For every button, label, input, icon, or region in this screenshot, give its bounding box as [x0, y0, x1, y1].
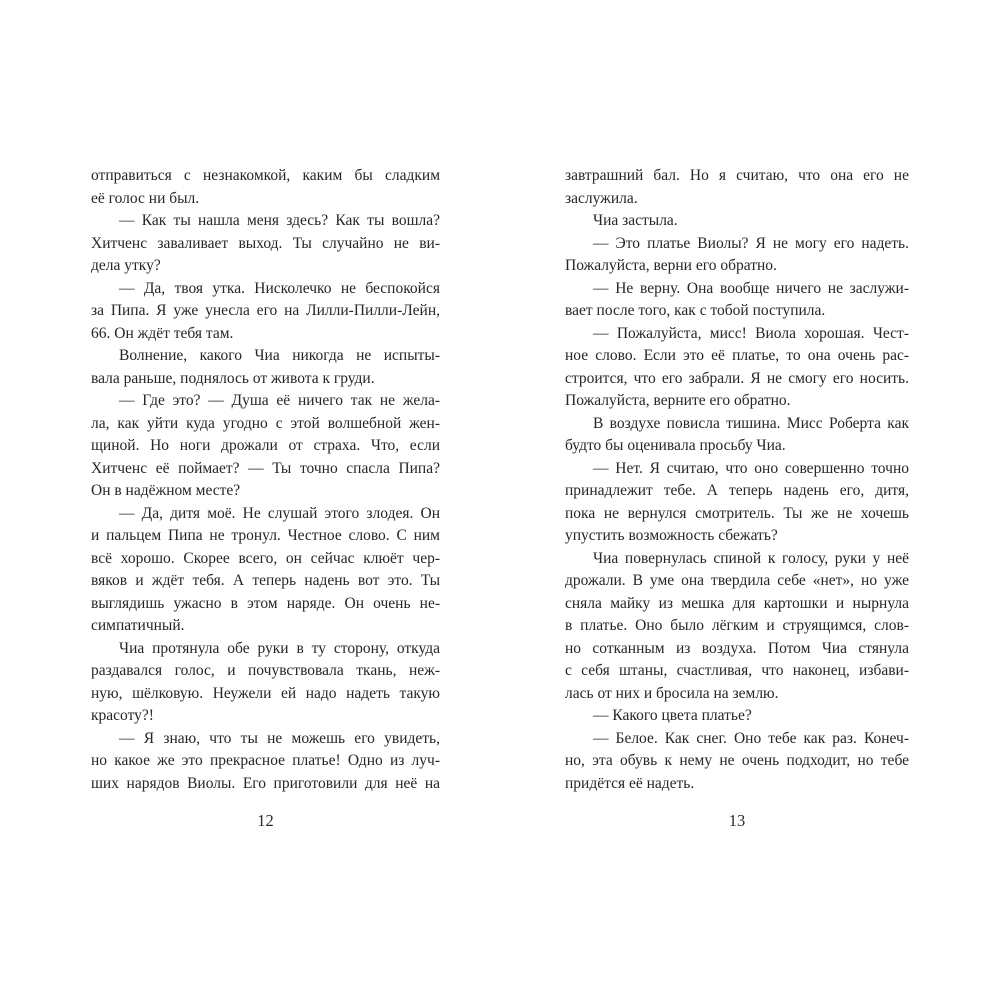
text-line: ную, шёлковую. Неужели ей надо надеть такую [91, 684, 440, 702]
text-line: раздавался голос, и почувствовала ткань, неж- [91, 662, 440, 679]
text-line: сняла майку из мешка для картошки и нырнула [565, 594, 909, 612]
text-line: завтрашний бал. Но я считаю, что она его не [565, 167, 909, 184]
text-line: вяков и ждёт тебя. А теперь надень вот это. Ты [91, 572, 440, 589]
text-line: вает после того, как с тобой поступила. [565, 302, 826, 319]
text-line: — Да, твоя утка. Нисколечко не беспокойся [119, 279, 440, 297]
text-line: её голос ни был. [91, 189, 200, 207]
text-line: — Как ты нашла меня здесь? Как ты вошла? [119, 212, 440, 229]
text-line: — Это платье Виолы? Я не могу его надеть. [593, 234, 909, 252]
text-line: Чиа протянула обе руки в ту сторону, откуда [119, 639, 440, 657]
text-line: Пожалуйста, верните его обратно. [565, 392, 791, 409]
text-line: с себя штаны, счастливая, что наконец, избави- [565, 662, 909, 679]
text-line: Хитченс заваливает выход. Ты случайно не ви- [91, 234, 440, 252]
text-line: отправиться с незнакомкой, каким бы сладким [91, 167, 440, 184]
text-line: — Не верну. Она вообще ничего не заслужи- [593, 279, 909, 297]
text-line: красоту?! [91, 707, 154, 724]
text-line: Он в надёжном месте? [91, 482, 241, 499]
text-line: дела утку? [91, 257, 161, 274]
page-right-number: 13 [728, 811, 746, 830]
text-line: Чиа застыла. [593, 212, 678, 229]
text-line: заслужила. [565, 189, 638, 207]
text-line: лась от них и бросила на землю. [565, 684, 779, 702]
text-line: всё хорошо. Скорее всего, он сейчас клюёт чер- [91, 549, 440, 567]
text-line: будто бы оценивала просьбу Чиа. [565, 437, 786, 454]
text-line: Чиа повернулась спиной к голосу, руки у неё [593, 549, 909, 567]
text-line: — Нет. Я считаю, что оно совершенно точно [593, 459, 909, 477]
text-line: — Какого цвета платье? [593, 707, 752, 724]
text-line: ное слово. Если это её платье, то она очень рас- [565, 347, 909, 364]
text-line: — Я знаю, что ты не можешь его увидеть, [119, 729, 440, 747]
text-line: — Где это? — Душа её ничего так не жела- [119, 392, 440, 409]
page-left-number: 12 [257, 811, 274, 830]
text-line: принадлежит тебе. А теперь надень его, дитя, [565, 482, 909, 499]
text-line: 66. Он ждёт тебя там. [91, 324, 234, 342]
text-line: но какое же это прекрасное платье! Одно из луч- [91, 752, 440, 769]
text-line: ших нарядов Виолы. Его приготовили для неё на [91, 774, 440, 792]
text-line: Хитченс её поймает? — Ты точно спасла Пипа? [91, 459, 440, 477]
text-line: строится, что его забрали. Я не смогу его носить. [565, 369, 909, 387]
text-line: придётся её надеть. [565, 774, 695, 792]
text-line: упустить возможность сбежать? [565, 527, 778, 544]
text-line: пока не вернулся смотритель. Ты же не хочешь [565, 504, 909, 522]
text-line: Пожалуйста, верни его обратно. [565, 257, 777, 274]
text-line: В воздухе повисла тишина. Мисс Роберта как [593, 414, 909, 432]
text-line: Волнение, какого Чиа никогда не испыты- [119, 347, 440, 364]
page-right-text [565, 165, 909, 795]
text-line: в платье. Оно было лёгким и струящимся, слов- [565, 617, 909, 634]
text-line: ла, как уйти куда угодно с этой волшебной жен- [91, 414, 440, 432]
text-line: вала раньше, поднялось от живота к груди. [91, 369, 375, 387]
text-line: — Пожалуйста, мисс! Виола хорошая. Чест- [593, 324, 909, 342]
text-line: — Да, дитя моё. Не слушай этого злодея. Он [119, 504, 440, 522]
text-line: дрожали. В уме она твердила себе «нет», но уже [565, 572, 909, 589]
text-line: но сотканным из воздуха. Потом Чиа стянула [565, 639, 909, 657]
text-line: щиной. Но ноги дрожали от страха. Что, если [91, 437, 440, 454]
text-line: но, эта обувь к нему не очень подходит, но тебе [565, 752, 909, 769]
text-line: симпатичный. [91, 617, 185, 634]
text-line: выглядишь ужасно в этом наряде. Он очень не- [91, 594, 440, 612]
text-line: за Пипа. Я уже унесла его на Лилли-Пилли-Лейн, [91, 302, 440, 319]
text-line: и пальцем Пипа не тронул. Честное слово. С ним [91, 527, 440, 544]
page-left-text [91, 165, 440, 795]
text-line: — Белое. Как снег. Оно тебе как раз. Конеч- [593, 729, 909, 747]
